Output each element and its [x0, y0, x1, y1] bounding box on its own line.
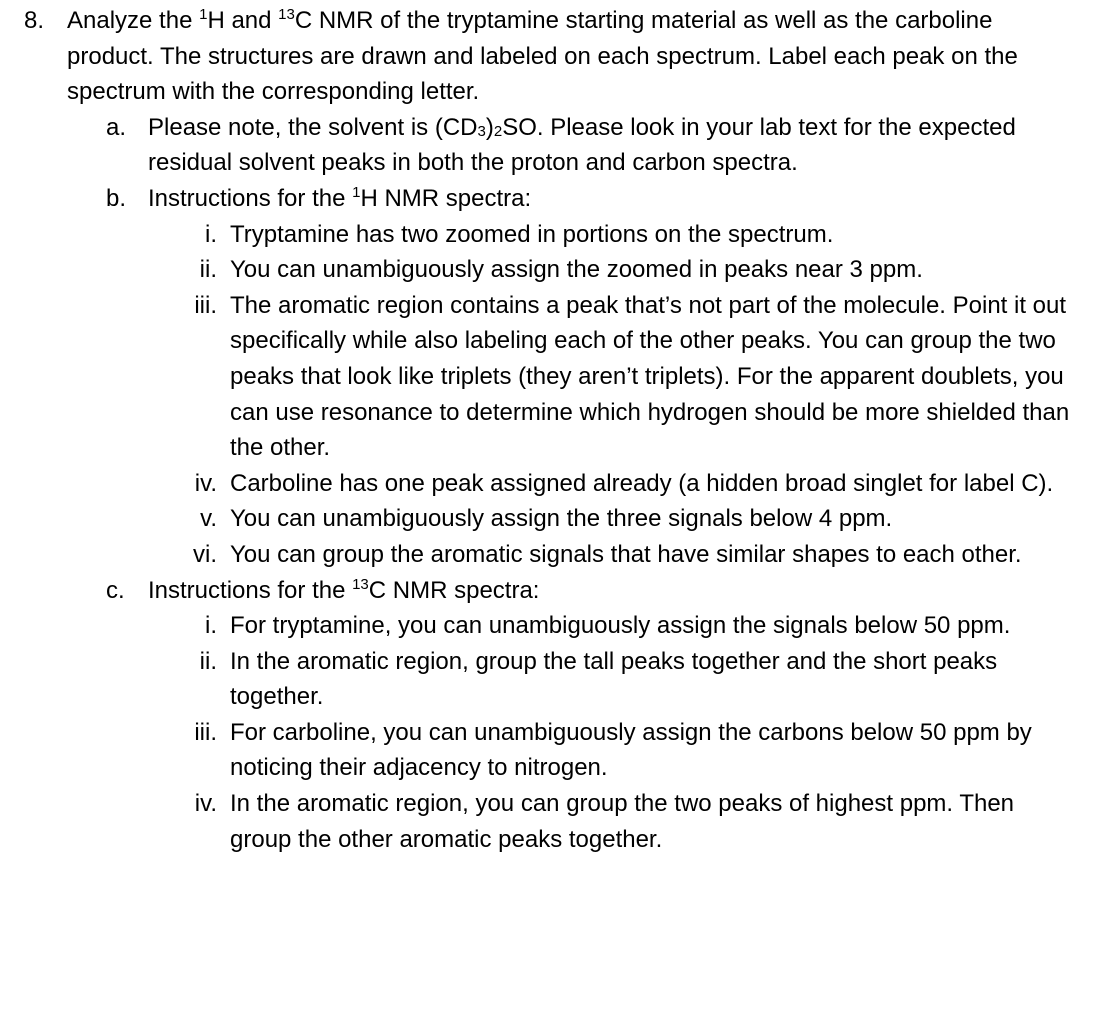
part-b-letter: b.	[106, 184, 127, 212]
list-item-text: For tryptamine, you can unambiguously assign the signals below 50 ppm.	[230, 612, 1011, 640]
part-c-heading: Instructions for the $^{13}$C NMR spectra:	[148, 575, 540, 604]
list-item-text: Carboline has one peak assigned already (a hidden broad singlet for label C).	[230, 469, 1054, 497]
list-numeral: iii.	[194, 718, 217, 746]
part-c-item	[0, 715, 1112, 786]
list-item-text: The aromatic region contains a peak that’s not part of the molecule. Point it out specifically while also labeling each of the other peaks. You can group the two peaks that look like triplets (they aren’t triplets). For the apparent doublets, you can use resonance to determine which hydrogen should be more shielded than the other.	[230, 291, 1070, 462]
part-b-item	[0, 501, 1112, 537]
part-c-item	[0, 608, 1112, 644]
list-numeral: v.	[200, 505, 217, 533]
list-item-text: You can group the aromatic signals that have similar shapes to each other.	[230, 540, 1022, 568]
part-a-letter: a.	[106, 113, 127, 141]
list-numeral: ii.	[199, 647, 217, 675]
part-c-letter: c.	[106, 576, 125, 604]
list-item-text: For carboline, you can unambiguously assign the carbons below 50 ppm by noticing their adjacency to nitrogen.	[230, 718, 1032, 782]
part-b-heading: Instructions for the $^1$H NMR spectra:	[148, 183, 532, 212]
part-c-item	[0, 786, 1112, 857]
part-a	[0, 110, 1112, 181]
list-numeral: ii.	[199, 256, 217, 284]
question-text: Analyze the $^1$H and $^{13}$C NMR of the tryptamine starting material as well as the carboline product. The structures are drawn and labeled on each spectrum. Label each peak on the spectrum with the corresponding letter.	[67, 6, 1018, 106]
part-b-item	[0, 217, 1112, 253]
question-8	[0, 3, 1112, 110]
question-number: 8.	[24, 7, 45, 34]
list-item-text: In the aromatic region, you can group the two peaks of highest ppm. Then group the other aromatic peaks together.	[230, 790, 1015, 853]
list-numeral: i.	[205, 220, 217, 248]
document	[0, 3, 1112, 857]
list-item-text: In the aromatic region, group the tall peaks together and the short peaks together.	[230, 647, 998, 711]
list-item-text: You can unambiguously assign the zoomed in peaks near 3 ppm.	[230, 256, 923, 284]
part-b-item	[0, 252, 1112, 288]
list-numeral: vi.	[193, 540, 217, 568]
list-item-text: You can unambiguously assign the three signals below 4 ppm.	[230, 505, 893, 533]
part-b-item	[0, 537, 1112, 573]
part-b-item	[0, 288, 1112, 466]
part-b-item	[0, 466, 1112, 502]
part-c	[0, 573, 1112, 609]
list-numeral: iv.	[194, 469, 217, 497]
part-b	[0, 181, 1112, 217]
list-numeral: iv.	[194, 790, 217, 818]
part-a-text: Please note, the solvent is $(CD_3)_2SO$. Please look in your lab text for the expected residual solvent peaks in both the proton and carbon spectra.	[148, 113, 1016, 177]
list-item-text: Tryptamine has two zoomed in portions on the spectrum.	[230, 220, 834, 248]
part-c-item	[0, 644, 1112, 715]
list-numeral: i.	[205, 612, 217, 640]
list-numeral: iii.	[194, 291, 217, 319]
